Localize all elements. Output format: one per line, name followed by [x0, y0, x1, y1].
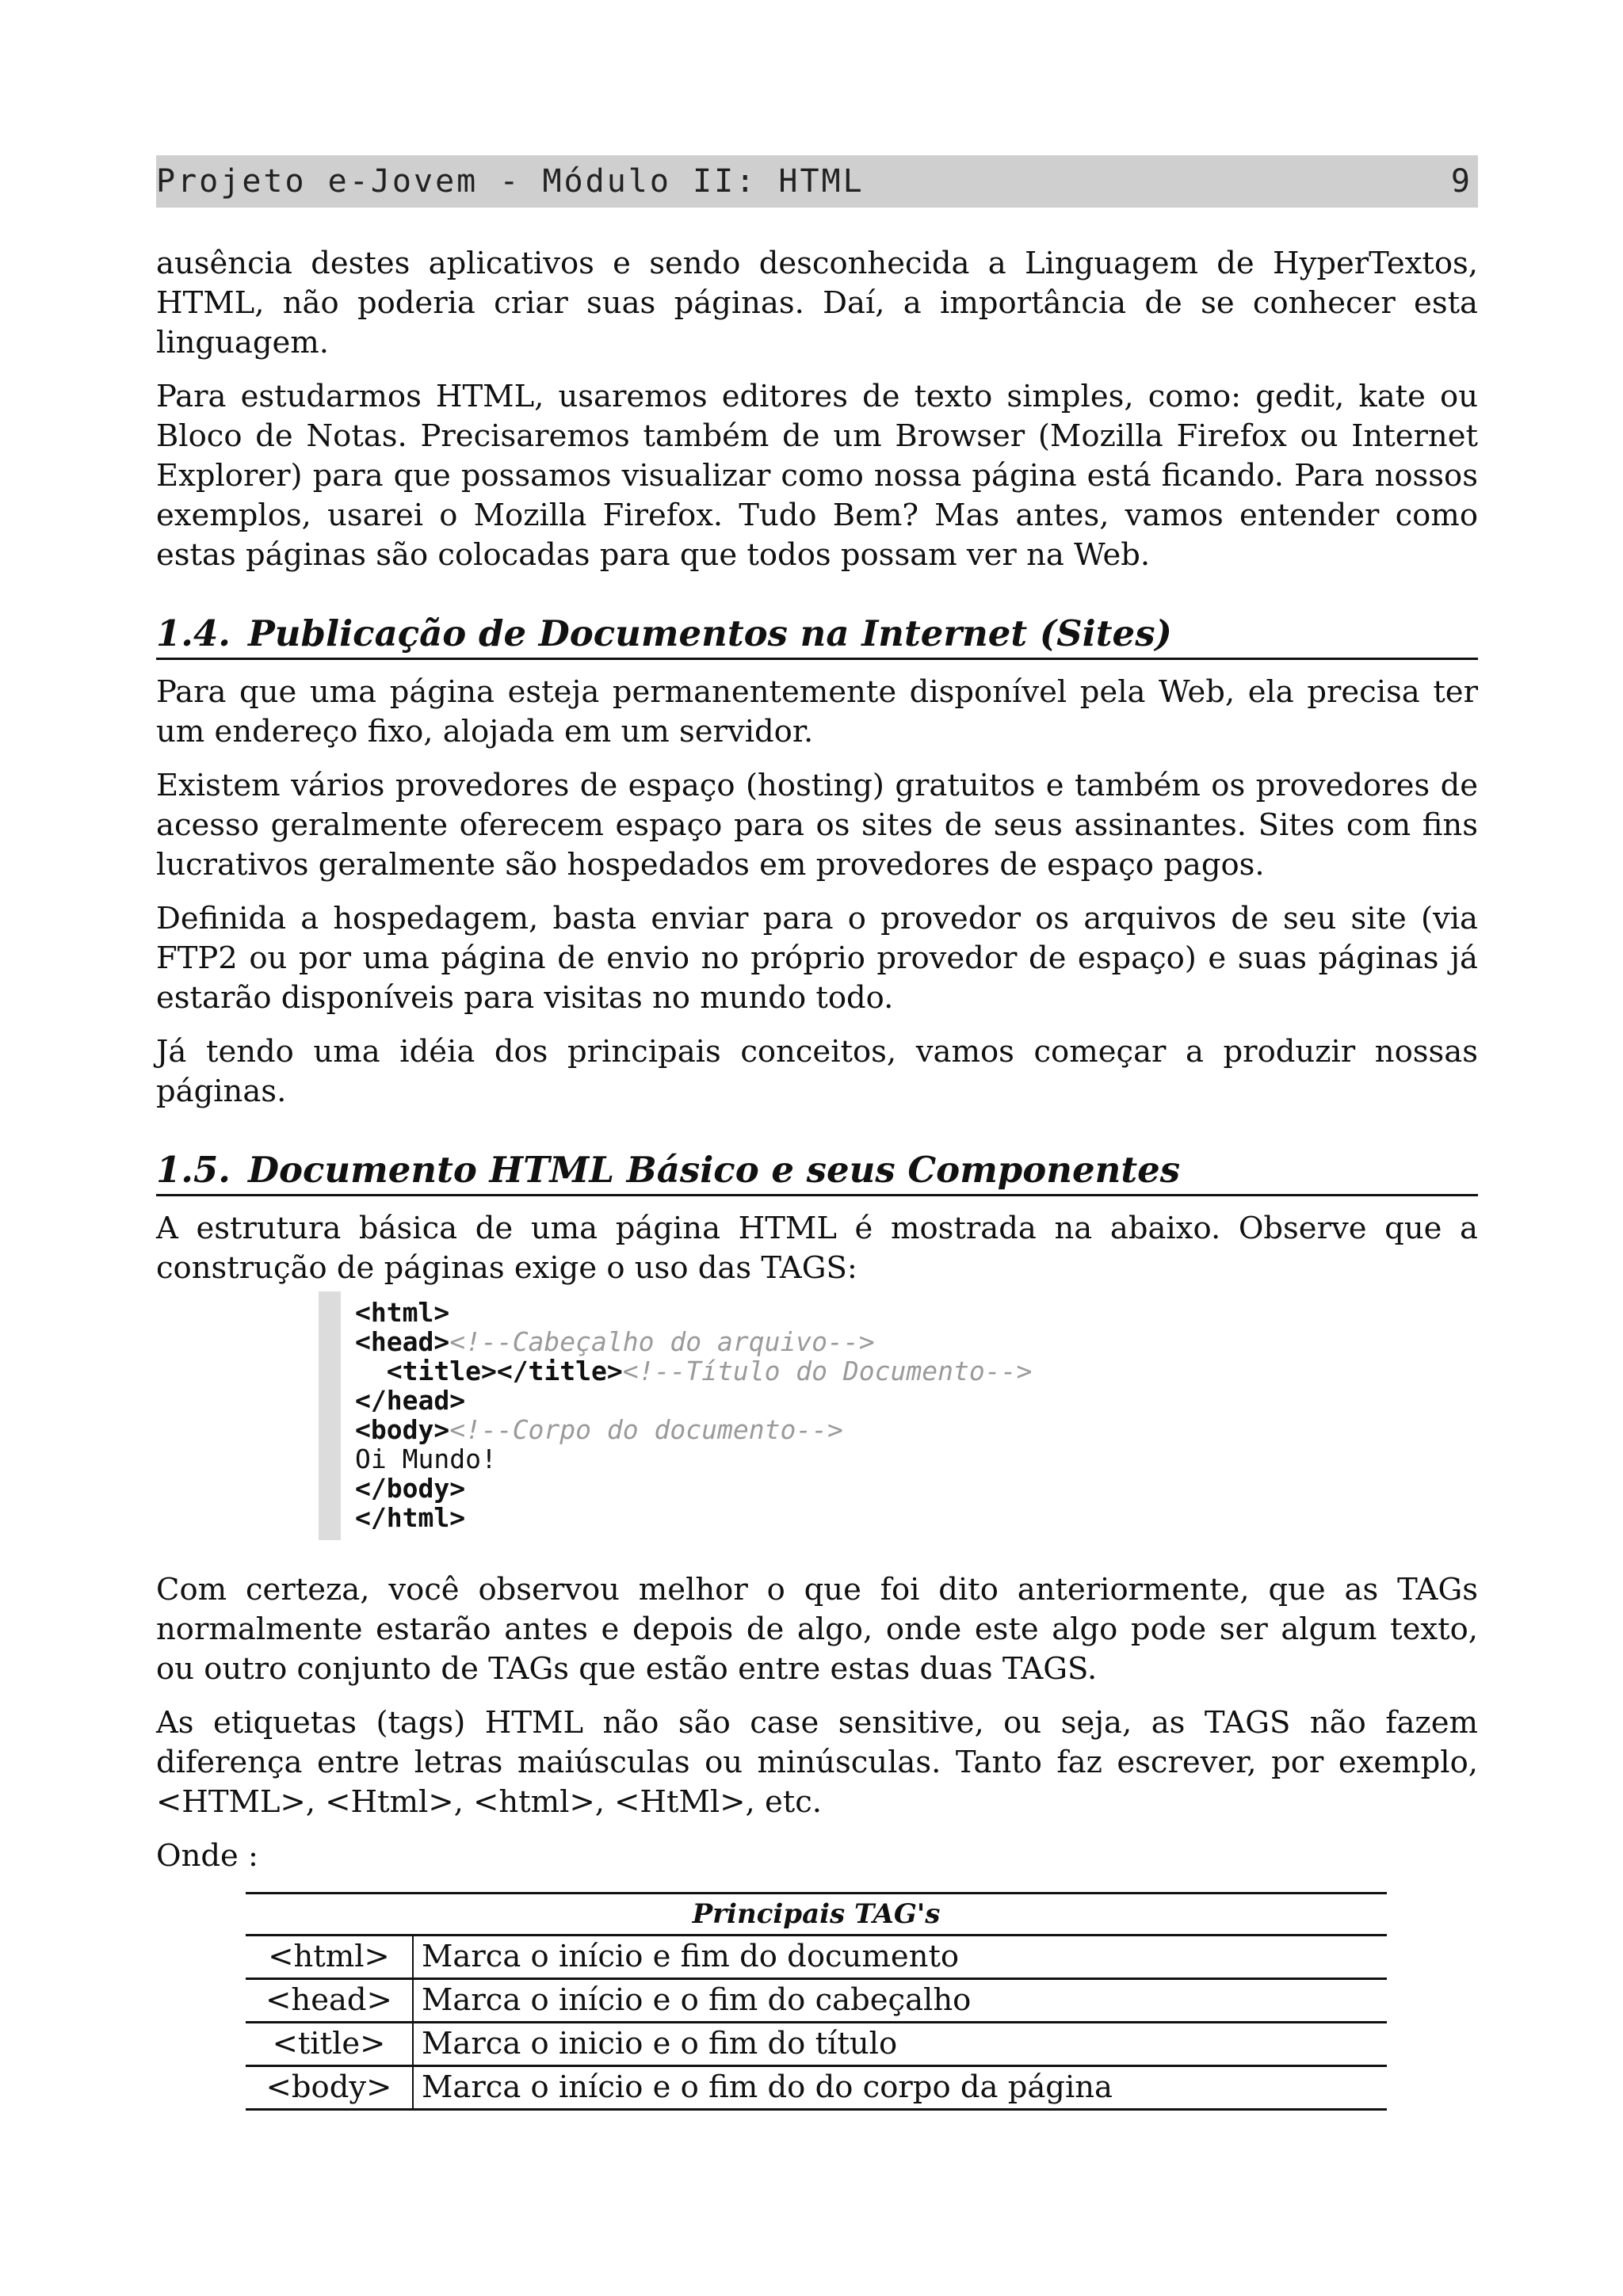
table-cell-desc: Marca o inicio e o fim do título: [413, 2023, 1387, 2066]
code-line: [355, 1298, 1148, 1327]
code-comment: <!--Cabeçalho do arquivo-->: [449, 1326, 875, 1357]
section-paragraph: Já tendo uma idéia dos principais conceitos, vamos começar a produzir nossas páginas.: [156, 1034, 1478, 1109]
table-cell-tag: <body>: [246, 2066, 413, 2110]
section-heading-1-4: [156, 610, 1478, 660]
section-number: 1.4.: [156, 612, 231, 654]
code-tag: </body>: [355, 1473, 466, 1504]
code-line: [355, 1474, 1148, 1503]
table-cell-desc: Marca o início e o fim do do corpo da página: [413, 2066, 1387, 2110]
code-line: [355, 1327, 1148, 1356]
code-tag: </html>: [355, 1502, 466, 1533]
section-paragraph: Onde :: [156, 1838, 258, 1874]
page-header: [156, 155, 1478, 208]
code-line: [355, 1386, 1148, 1415]
table-cell-tag: <title>: [246, 2023, 413, 2066]
code-text: Oi Mundo!: [355, 1444, 497, 1474]
section-title: Documento HTML Básico e seus Componentes: [247, 1149, 1181, 1191]
intro-paragraph: ausência destes aplicativos e sendo desconhecida a Linguagem de HyperTextos, HTML, não poderia criar suas páginas. Daí, a importância de se conhecer esta linguagem.: [156, 246, 1478, 360]
code-line: [355, 1444, 1148, 1474]
table-caption: Principais TAG's: [246, 1894, 1387, 1936]
section-number: 1.5.: [156, 1149, 231, 1191]
section-paragraph: A estrutura básica de uma página HTML é mostrada na abaixo. Observe que a construção de páginas exige o uso das TAGS:: [156, 1211, 1478, 1286]
table-cell-tag: <head>: [246, 1979, 413, 2023]
table-row: [246, 1979, 1387, 2023]
code-tag: <body>: [355, 1414, 450, 1445]
html-code-example: [319, 1291, 1148, 1540]
code-comment: <!--Título do Documento-->: [622, 1356, 1033, 1386]
section-paragraph: As etiquetas (tags) HTML não são case sensitive, ou seja, as TAGS não fazem diferença entre letras maiúsculas ou minúsculas. Tanto faz escrever, por exemplo, <HTML>, <Html>, <html>, <HtMl>, etc.: [156, 1705, 1478, 1820]
tags-table: [246, 1892, 1387, 2111]
section-heading-1-5: [156, 1146, 1478, 1196]
table-cell-desc: Marca o início e o fim do cabeçalho: [413, 1979, 1387, 2023]
code-line: [355, 1415, 1148, 1444]
intro-paragraph: Para estudarmos HTML, usaremos editores de texto simples, como: gedit, kate ou Bloco de Notas. Precisaremos também de um Browser (Mozilla Firefox ou Internet Explorer) para que possamos visualizar como nossa página está ficando. Para nossos exemplos, usarei o Mozilla Firefox. Tudo Bem? Mas antes, vamos entender como estas páginas são colocadas para que todos possam ver na Web.: [156, 379, 1478, 573]
section-paragraph: Definida a hospedagem, basta enviar para o provedor os arquivos de seu site (via FTP2 ou por uma página de envio no próprio provedor de espaço) e suas páginas já estarão disponíveis para visitas no mundo todo.: [156, 901, 1478, 1016]
page-content: [156, 244, 1478, 2111]
header-title: Projeto e-Jovem - Módulo II: HTML: [156, 163, 865, 200]
code-comment: <!--Corpo do documento-->: [449, 1414, 843, 1445]
section-paragraph: Com certeza, você observou melhor o que foi dito anteriormente, que as TAGs normalmente estarão antes e depois de algo, onde este algo pode ser algum texto, ou outro conjunto de TAGs que estão entre estas duas TAGS.: [156, 1572, 1478, 1687]
page-number: 9: [1450, 163, 1470, 200]
section-paragraph: Para que uma página esteja permanentemente disponível pela Web, ela precisa ter um endereço fixo, alojada em um servidor.: [156, 674, 1478, 749]
code-line: [355, 1503, 1148, 1532]
table-row: [246, 1936, 1387, 1979]
section-title: Publicação de Documentos na Internet (Sites): [247, 612, 1172, 654]
code-tag: <title></title>: [386, 1356, 623, 1386]
table-row: [246, 2066, 1387, 2110]
code-line: [355, 1356, 1148, 1386]
table-cell-desc: Marca o início e fim do documento: [413, 1936, 1387, 1979]
code-tag: <html>: [355, 1297, 450, 1328]
code-tag: <head>: [355, 1326, 450, 1357]
section-paragraph: Existem vários provedores de espaço (hosting) gratuitos e também os provedores de acesso geralmente oferecem espaço para os sites de seus assinantes. Sites com fins lucrativos geralmente são hospedados em provedores de espaço pagos.: [156, 768, 1478, 883]
code-tag: </head>: [355, 1385, 466, 1416]
table-cell-tag: <html>: [246, 1936, 413, 1979]
table-row: [246, 2023, 1387, 2066]
